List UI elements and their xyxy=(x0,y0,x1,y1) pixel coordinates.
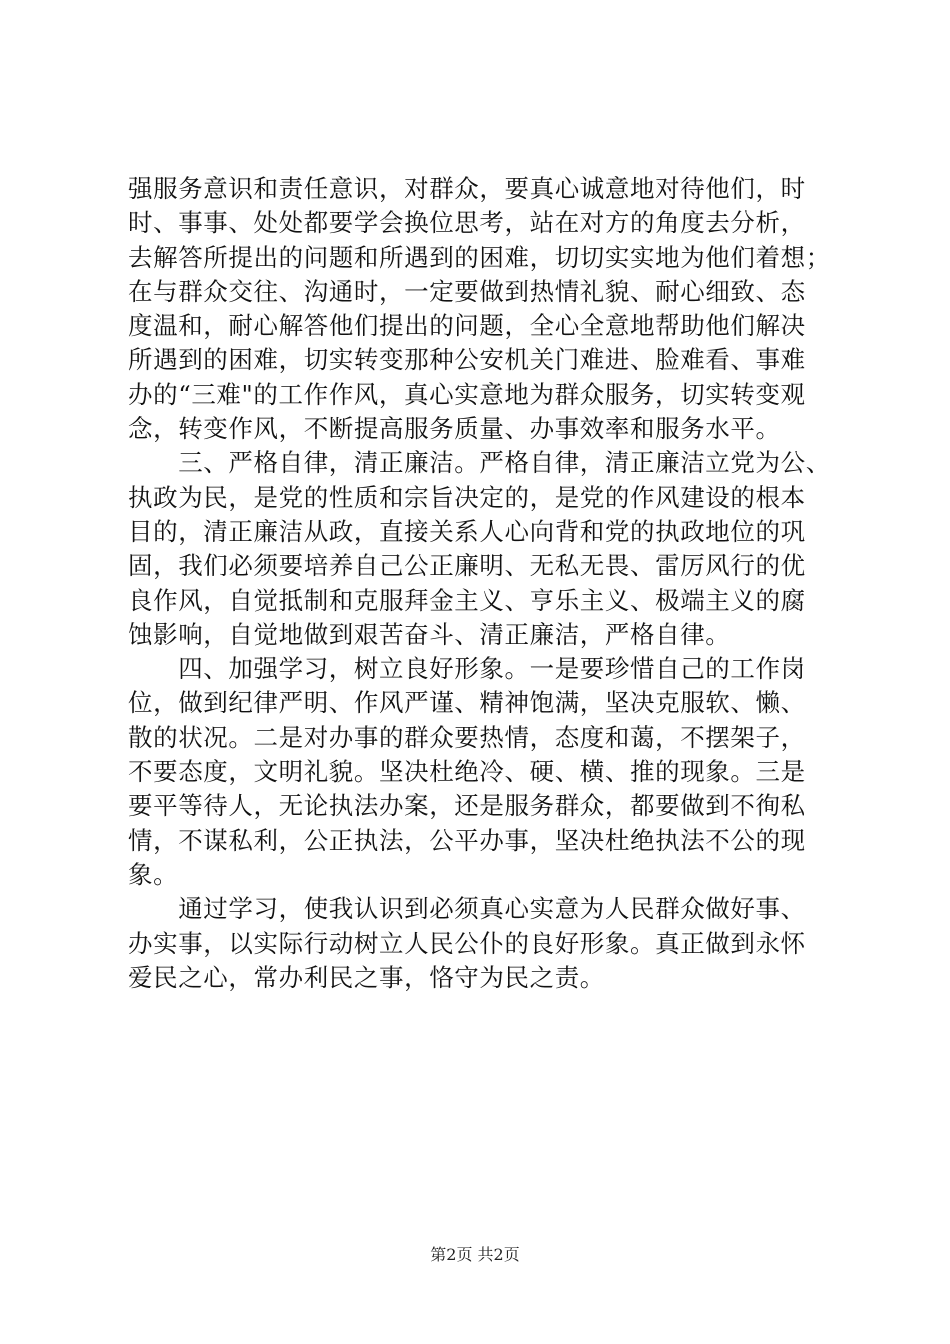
text-line: 良作风，自觉抵制和克服拜金主义、亨乐主义、极端主义的腐 xyxy=(128,585,806,615)
text-line: 位，做到纪律严明、作风严谨、精神饱满，坚决克服软、懒、 xyxy=(128,688,806,718)
text-line: 蚀影响，自觉地做到艰苦奋斗、清正廉洁，严格自律。 xyxy=(128,619,731,649)
text-line: 通过学习，使我认识到必须真心实意为人民群众做好事、 xyxy=(128,894,806,924)
text-line: 念，转变作风，不断提高服务质量、办事效率和服务水平。 xyxy=(128,414,781,444)
text-line: 执政为民，是党的性质和宗旨决定的，是党的作风建设的根本 xyxy=(128,482,806,512)
text-line: 去解答所提出的问题和所遇到的困难，切切实实地为他们着想； xyxy=(128,242,831,272)
text-line: 时、事事、处处都要学会换位思考，站在对方的角度去分析， xyxy=(128,208,806,238)
text-line: 散的状况。二是对办事的群众要热情，态度和蔼，不摆架子， xyxy=(128,722,806,752)
text-line: 强服务意识和责任意识，对群众，要真心诚意地对待他们，时 xyxy=(128,174,806,203)
text-line: 象。 xyxy=(128,859,179,889)
text-line: 办实事，以实际行动树立人民公仆的良好形象。真正做到永怀 xyxy=(128,928,806,958)
text-line: 办的“三难"的工作作风，真心实意地为群众服务，切实转变观 xyxy=(128,379,806,409)
text-line: 不要态度，文明礼貌。坚决杜绝冷、硬、横、推的现象。三是 xyxy=(128,757,806,787)
text-line: 四、加强学习，树立良好形象。一是要珍惜自己的工作岗 xyxy=(128,654,806,684)
text-line: 目的，清正廉洁从政，直接关系人心向背和党的执政地位的巩 xyxy=(128,516,806,546)
body-text xyxy=(128,172,858,995)
text-line: 要平等待人，无论执法办案，还是服务群众，都要做到不徇私 xyxy=(128,791,806,821)
text-line: 度温和，耐心解答他们提出的问题，全心全意地帮助他们解决 xyxy=(128,311,806,341)
text-line: 三、严格自律，清正廉洁。严格自律，清正廉洁立党为公、 xyxy=(128,448,831,478)
text-line: 爱民之心，常办利民之事，恪守为民之责。 xyxy=(128,962,605,992)
text-line: 所遇到的困难，切实转变那种公安机关门难进、脸难看、事难 xyxy=(128,345,806,375)
text-line: 情，不谋私利，公正执法，公平办事，坚决杜绝执法不公的现 xyxy=(128,825,806,855)
text-line: 固，我们必须要培养自己公正廉明、无私无畏、雷厉风行的优 xyxy=(128,551,806,581)
page-number: 第2页 共2页 xyxy=(430,1245,520,1264)
text-line: 在与群众交往、沟通时，一定要做到热情礼貌、耐心细致、态 xyxy=(128,276,806,306)
